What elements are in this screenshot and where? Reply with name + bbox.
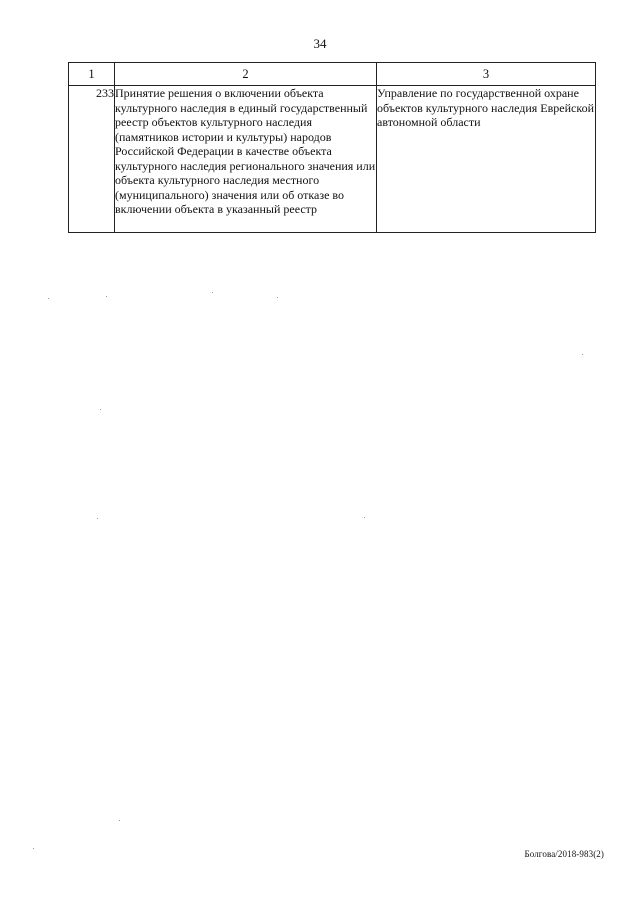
responsible-authority-cell: Управление по государственной охране объектов культурного наследия Еврейской автономной области bbox=[377, 86, 596, 233]
document-footer-code: Болгова/2018-983(2) bbox=[524, 849, 604, 859]
scan-speck bbox=[48, 298, 49, 299]
registry-table bbox=[68, 62, 596, 233]
scan-speck bbox=[277, 297, 278, 298]
scan-speck bbox=[33, 848, 34, 849]
table-row bbox=[69, 86, 596, 233]
row-number-cell: 233 bbox=[69, 86, 115, 233]
scan-speck bbox=[106, 296, 107, 297]
column-header-2: 2 bbox=[115, 63, 377, 86]
table-header-row bbox=[69, 63, 596, 86]
page-number: 34 bbox=[313, 36, 327, 51]
column-header-3: 3 bbox=[377, 63, 596, 86]
scan-speck bbox=[100, 409, 101, 410]
scan-speck bbox=[364, 517, 365, 518]
scan-speck bbox=[119, 820, 120, 821]
scan-speck bbox=[582, 354, 583, 355]
column-header-1: 1 bbox=[69, 63, 115, 86]
scan-speck bbox=[212, 292, 213, 293]
scan-speck bbox=[97, 518, 98, 519]
service-description-cell: Принятие решения о включении объекта культурного наследия в единый государственный реестр объектов культурного наследия (памятников истории и культуры) народов Российской Федерации в качестве объекта культурного наследия регионального значения или объекта культурного наследия местного (муниципального) значения или об отказе во включении объекта в указанный реестр bbox=[115, 86, 377, 233]
